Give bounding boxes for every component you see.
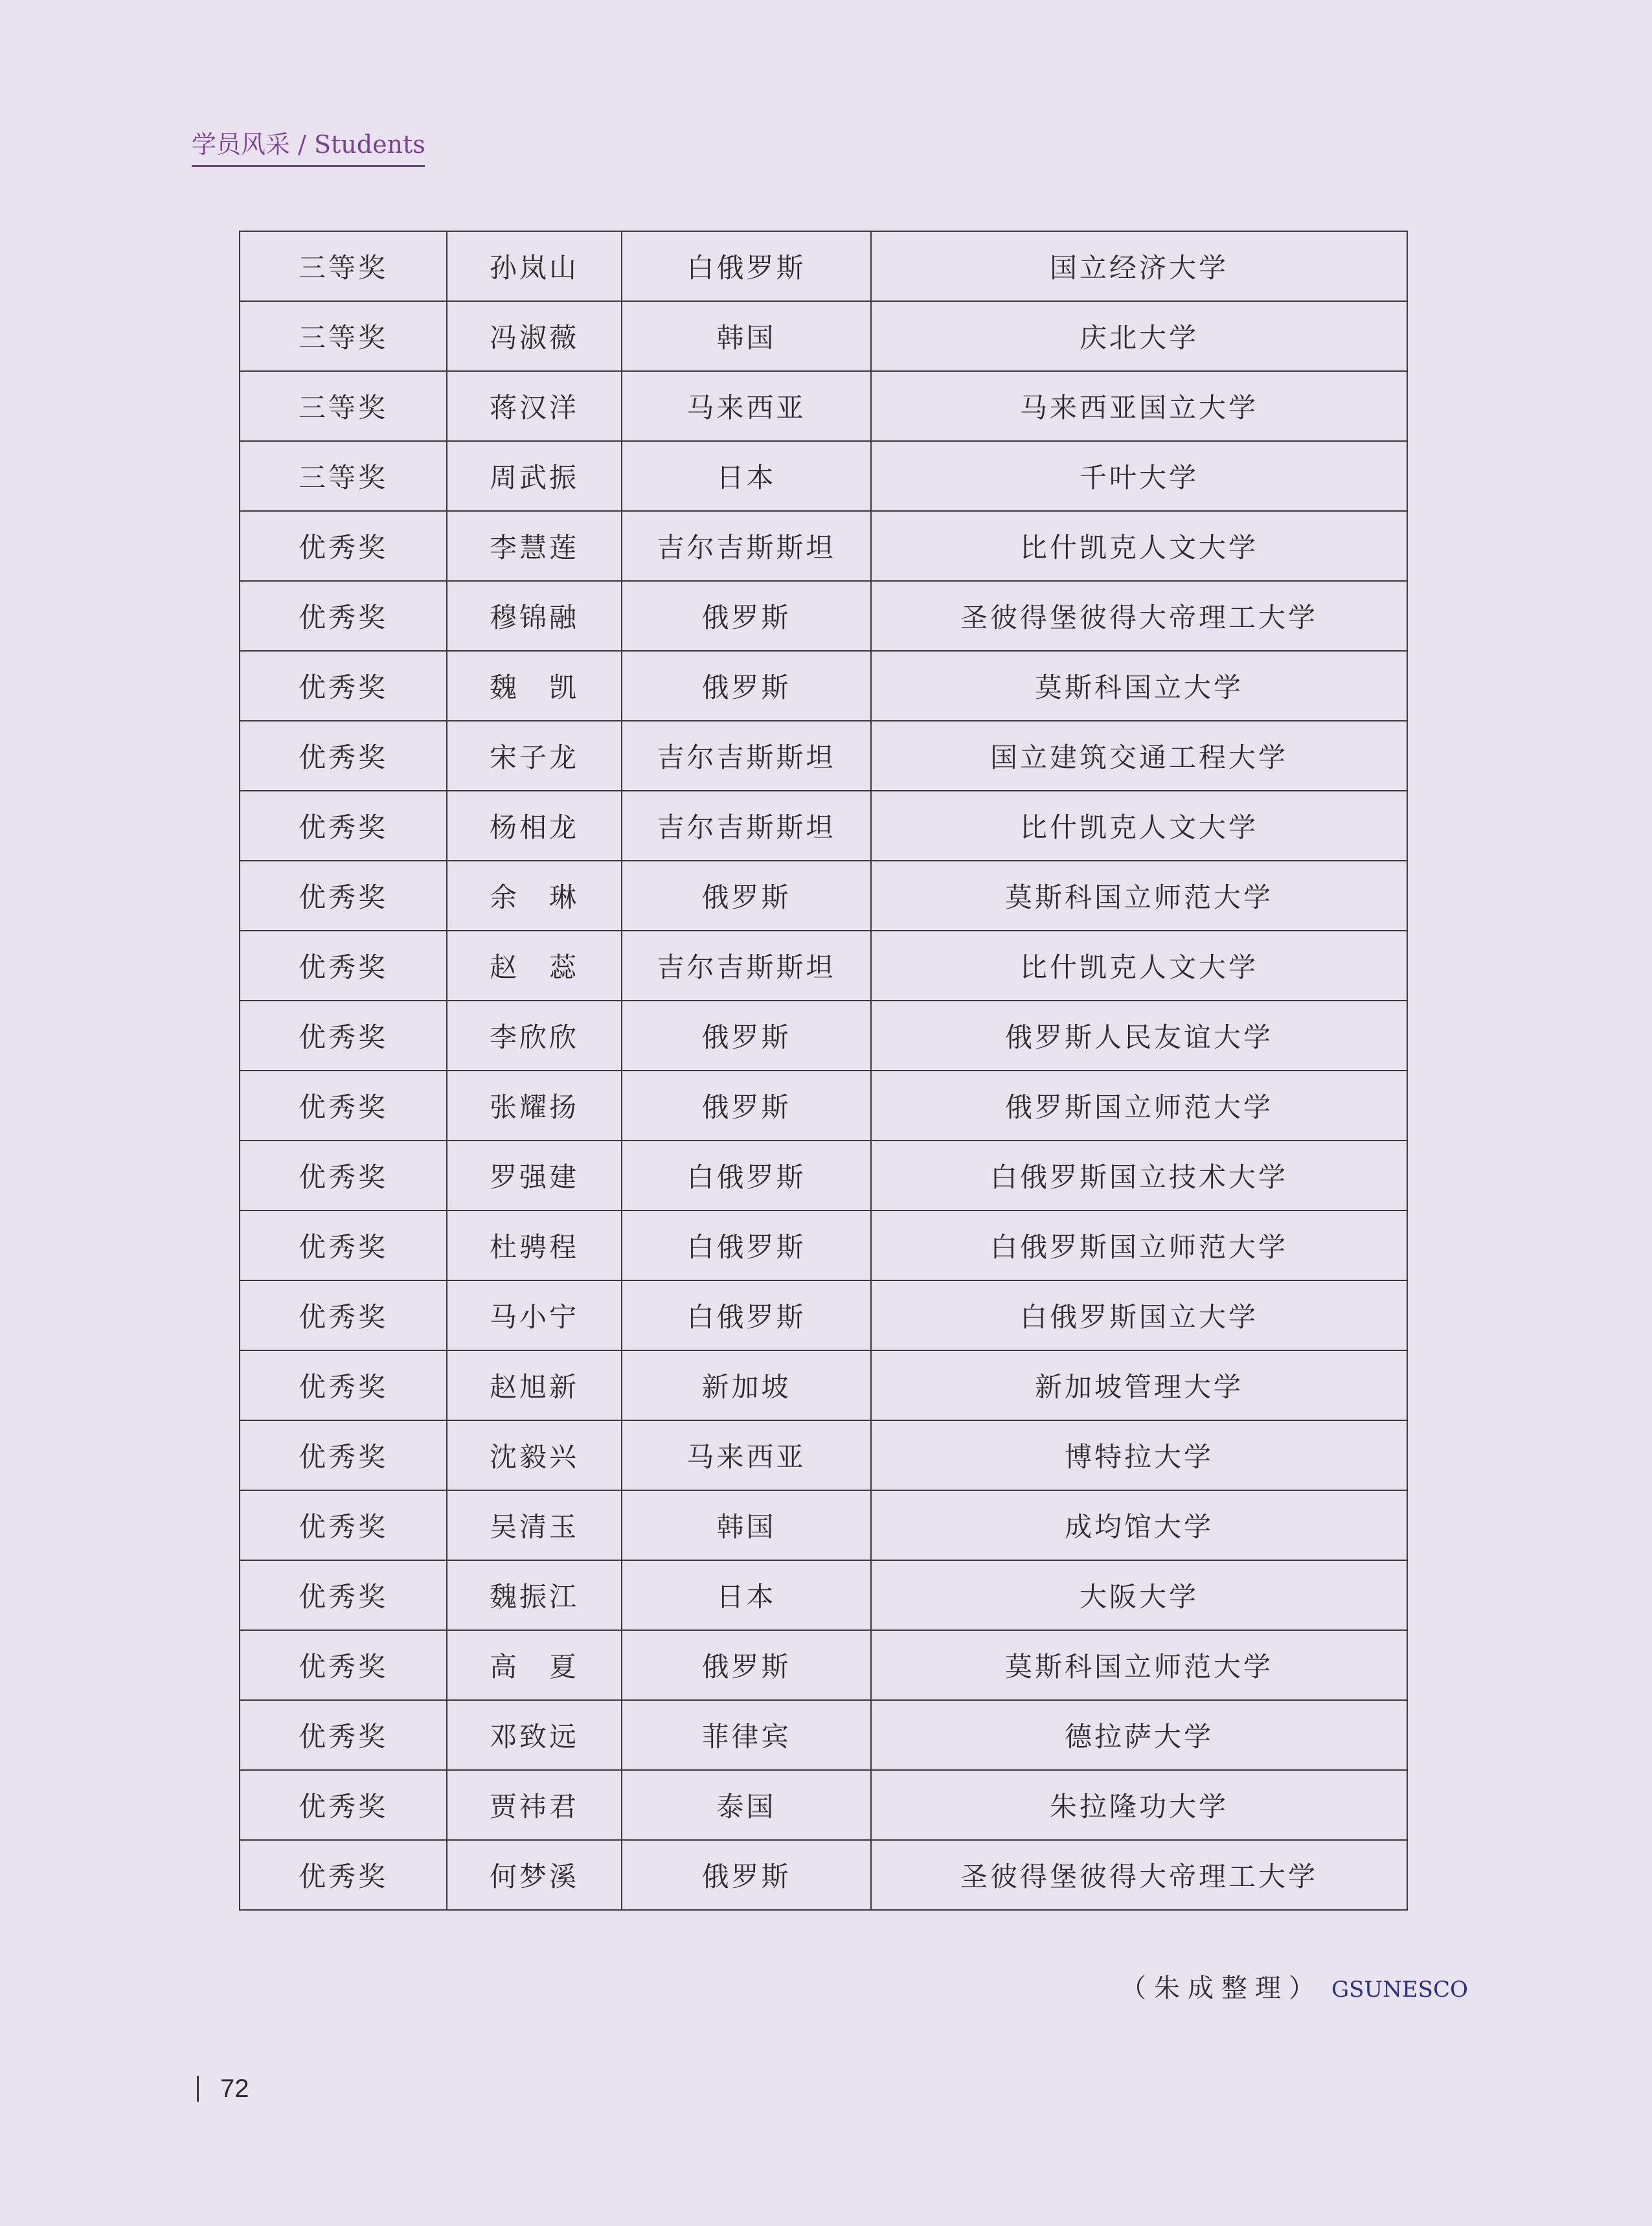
table-row (240, 1350, 1407, 1420)
table-row (240, 791, 1407, 861)
student-name-cell: 赵 蕊 (447, 931, 622, 1001)
award-level-cell: 优秀奖 (240, 1420, 447, 1490)
university-cell: 莫斯科国立大学 (871, 651, 1407, 721)
page-marker-rule (197, 2076, 199, 2102)
table-row (240, 931, 1407, 1001)
student-name-cell: 吴清玉 (447, 1490, 622, 1560)
university-cell: 国立经济大学 (871, 231, 1407, 301)
university-cell: 俄罗斯国立师范大学 (871, 1071, 1407, 1141)
award-table (239, 231, 1408, 1911)
country-cell: 马来西亚 (622, 371, 871, 441)
table-row (240, 861, 1407, 931)
student-name-cell: 杜骋程 (447, 1210, 622, 1280)
student-name-cell: 周武振 (447, 441, 622, 511)
university-cell: 圣彼得堡彼得大帝理工大学 (871, 1840, 1407, 1910)
student-name-cell: 赵旭新 (447, 1350, 622, 1420)
country-cell: 俄罗斯 (622, 861, 871, 931)
award-level-cell: 优秀奖 (240, 1770, 447, 1840)
university-cell: 白俄罗斯国立师范大学 (871, 1210, 1407, 1280)
award-table-body (240, 231, 1407, 1910)
country-cell: 吉尔吉斯斯坦 (622, 511, 871, 581)
brand-mark: GSUNESCO (1331, 1977, 1468, 2003)
student-name-cell: 高 夏 (447, 1630, 622, 1700)
student-name-cell: 余 琳 (447, 861, 622, 931)
university-cell: 国立建筑交通工程大学 (871, 721, 1407, 791)
university-cell: 庆北大学 (871, 301, 1407, 371)
country-cell: 吉尔吉斯斯坦 (622, 931, 871, 1001)
table-row (240, 1141, 1407, 1210)
award-level-cell: 优秀奖 (240, 511, 447, 581)
award-level-cell: 优秀奖 (240, 931, 447, 1001)
university-cell: 大阪大学 (871, 1560, 1407, 1630)
table-row (240, 1630, 1407, 1700)
award-level-cell: 三等奖 (240, 441, 447, 511)
award-level-cell: 优秀奖 (240, 721, 447, 791)
table-row (240, 1700, 1407, 1770)
table-row (240, 1490, 1407, 1560)
section-header: 学员风采 / Students (192, 127, 425, 167)
award-level-cell: 优秀奖 (240, 791, 447, 861)
award-level-cell: 三等奖 (240, 231, 447, 301)
award-level-cell: 三等奖 (240, 301, 447, 371)
university-cell: 新加坡管理大学 (871, 1350, 1407, 1420)
award-level-cell: 优秀奖 (240, 1141, 447, 1210)
country-cell: 俄罗斯 (622, 1071, 871, 1141)
table-row (240, 1210, 1407, 1280)
university-cell: 比什凯克人文大学 (871, 511, 1407, 581)
university-cell: 比什凯克人文大学 (871, 931, 1407, 1001)
award-level-cell: 优秀奖 (240, 1840, 447, 1910)
table-row (240, 1071, 1407, 1141)
student-name-cell: 马小宁 (447, 1280, 622, 1350)
table-row (240, 1420, 1407, 1490)
university-cell: 博特拉大学 (871, 1420, 1407, 1490)
table-row (240, 231, 1407, 301)
country-cell: 日本 (622, 1560, 871, 1630)
student-name-cell: 蒋汉洋 (447, 371, 622, 441)
award-level-cell: 优秀奖 (240, 1700, 447, 1770)
table-row (240, 1770, 1407, 1840)
table-row (240, 371, 1407, 441)
award-level-cell: 三等奖 (240, 371, 447, 441)
student-name-cell: 沈毅兴 (447, 1420, 622, 1490)
university-cell: 莫斯科国立师范大学 (871, 1630, 1407, 1700)
country-cell: 日本 (622, 441, 871, 511)
student-name-cell: 何梦溪 (447, 1840, 622, 1910)
award-level-cell: 优秀奖 (240, 651, 447, 721)
country-cell: 俄罗斯 (622, 581, 871, 651)
award-level-cell: 优秀奖 (240, 1001, 447, 1071)
country-cell: 韩国 (622, 301, 871, 371)
university-cell: 圣彼得堡彼得大帝理工大学 (871, 581, 1407, 651)
award-level-cell: 优秀奖 (240, 1630, 447, 1700)
country-cell: 俄罗斯 (622, 1630, 871, 1700)
university-cell: 德拉萨大学 (871, 1700, 1407, 1770)
country-cell: 俄罗斯 (622, 1001, 871, 1071)
student-name-cell: 贾祎君 (447, 1770, 622, 1840)
university-cell: 朱拉隆功大学 (871, 1770, 1407, 1840)
country-cell: 吉尔吉斯斯坦 (622, 721, 871, 791)
table-row (240, 581, 1407, 651)
student-name-cell: 穆锦融 (447, 581, 622, 651)
university-cell: 马来西亚国立大学 (871, 371, 1407, 441)
student-name-cell: 孙岚山 (447, 231, 622, 301)
award-level-cell: 优秀奖 (240, 861, 447, 931)
table-row (240, 1280, 1407, 1350)
student-name-cell: 罗强建 (447, 1141, 622, 1210)
table-row (240, 301, 1407, 371)
student-name-cell: 宋子龙 (447, 721, 622, 791)
country-cell: 新加坡 (622, 1350, 871, 1420)
country-cell: 菲律宾 (622, 1700, 871, 1770)
country-cell: 俄罗斯 (622, 651, 871, 721)
student-name-cell: 冯淑薇 (447, 301, 622, 371)
award-level-cell: 优秀奖 (240, 1280, 447, 1350)
country-cell: 马来西亚 (622, 1420, 871, 1490)
country-cell: 白俄罗斯 (622, 1141, 871, 1210)
award-level-cell: 优秀奖 (240, 1560, 447, 1630)
university-cell: 千叶大学 (871, 441, 1407, 511)
country-cell: 白俄罗斯 (622, 1280, 871, 1350)
table-row (240, 651, 1407, 721)
award-level-cell: 优秀奖 (240, 1490, 447, 1560)
student-name-cell: 魏振江 (447, 1560, 622, 1630)
university-cell: 莫斯科国立师范大学 (871, 861, 1407, 931)
country-cell: 吉尔吉斯斯坦 (622, 791, 871, 861)
table-row (240, 511, 1407, 581)
table-row (240, 721, 1407, 791)
table-row (240, 1560, 1407, 1630)
country-cell: 韩国 (622, 1490, 871, 1560)
university-cell: 俄罗斯人民友谊大学 (871, 1001, 1407, 1071)
student-name-cell: 张耀扬 (447, 1071, 622, 1141)
student-name-cell: 李慧莲 (447, 511, 622, 581)
university-cell: 比什凯克人文大学 (871, 791, 1407, 861)
page-number: 72 (220, 2074, 249, 2103)
compiler-credit: （朱成整理） (1120, 1973, 1322, 2003)
university-cell: 白俄罗斯国立技术大学 (871, 1141, 1407, 1210)
table-row (240, 1840, 1407, 1910)
footer-credit (1120, 1969, 1468, 2008)
award-level-cell: 优秀奖 (240, 1350, 447, 1420)
country-cell: 泰国 (622, 1770, 871, 1840)
award-level-cell: 优秀奖 (240, 1210, 447, 1280)
student-name-cell: 邓致远 (447, 1700, 622, 1770)
university-cell: 成均馆大学 (871, 1490, 1407, 1560)
table-row (240, 1001, 1407, 1071)
award-level-cell: 优秀奖 (240, 581, 447, 651)
country-cell: 白俄罗斯 (622, 231, 871, 301)
country-cell: 俄罗斯 (622, 1840, 871, 1910)
table-row (240, 441, 1407, 511)
award-level-cell: 优秀奖 (240, 1071, 447, 1141)
country-cell: 白俄罗斯 (622, 1210, 871, 1280)
student-name-cell: 李欣欣 (447, 1001, 622, 1071)
student-name-cell: 杨相龙 (447, 791, 622, 861)
student-name-cell: 魏 凯 (447, 651, 622, 721)
university-cell: 白俄罗斯国立大学 (871, 1280, 1407, 1350)
